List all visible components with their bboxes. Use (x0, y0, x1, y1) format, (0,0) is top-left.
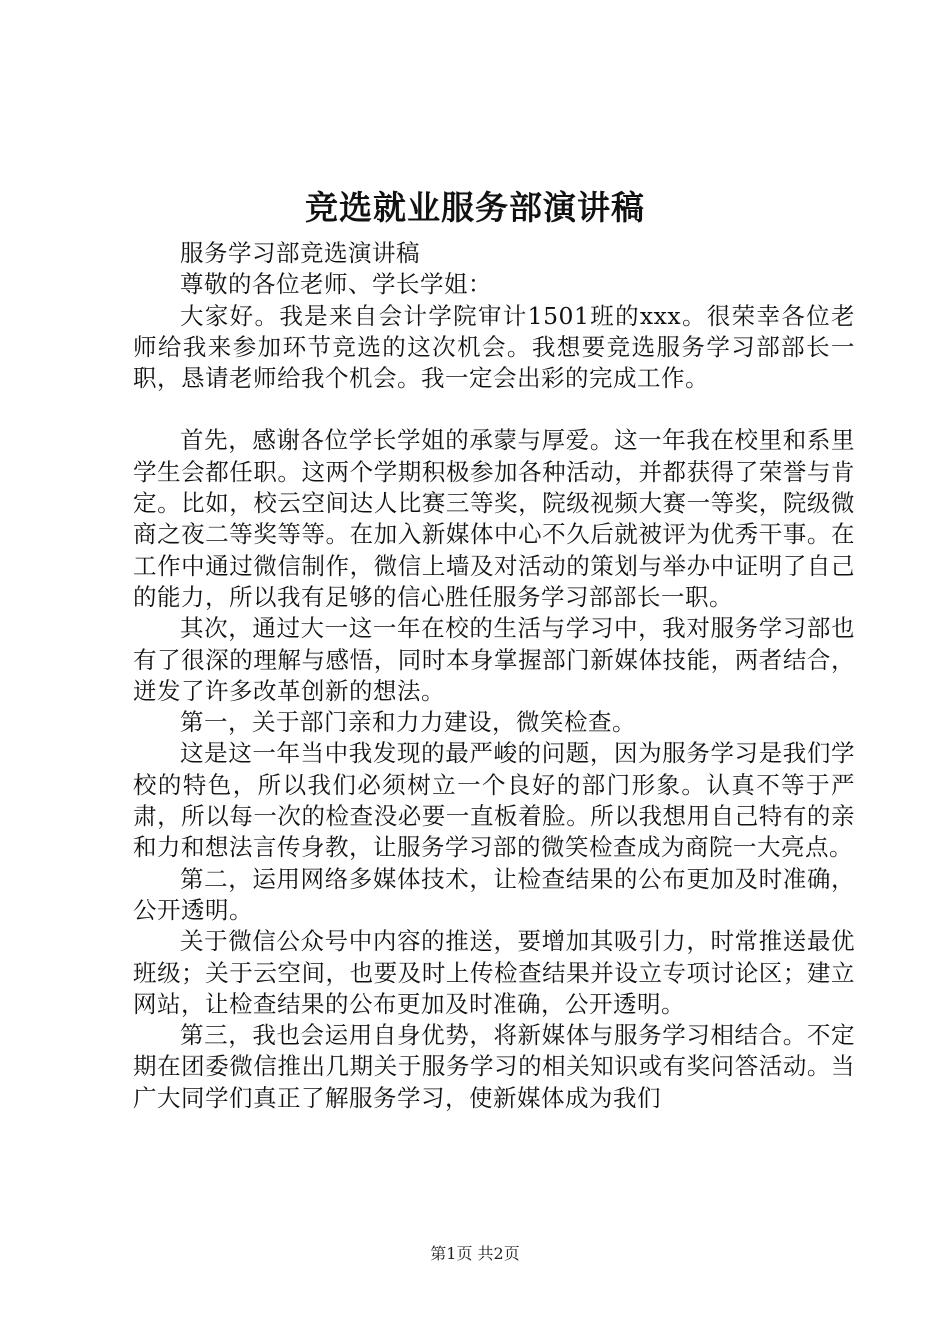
paragraph-salutation: 尊敬的各位老师、学长学姐： (180, 270, 492, 299)
document-title: 竞选就业服务部演讲稿 (305, 188, 645, 227)
paragraph-point-three: 第三，我也会运用自身优势，将新媒体与服务学习相结合。不定期在团委微信推出几期关于服务学习的相关知识或有奖问答活动。当广大同学们真正了解服务学习，使新媒体成为我们 (133, 1021, 855, 1112)
paragraph-introduction: 大家好。我是来自会计学院审计1501班的xxx。很荣幸各位老师给我来参加环节竞选的这次机会。我想要竞选服务学习部部长一职，恳请老师给我个机会。我一定会出彩的完成工作。 (133, 301, 855, 393)
page-number-footer: 第1页 共2页 (430, 1244, 520, 1263)
paragraph-second-reason: 其次，通过大一这一年在校的生活与学习中，我对服务学习部也有了很深的理解与感悟，同时本身掌握部门新媒体技能，两者结合，迸发了许多改革创新的想法。 (133, 614, 855, 705)
paragraph-point-two-detail: 关于微信公众号中内容的推送，要增加其吸引力，时常推送最优班级；关于云空间，也要及时上传检查结果并设立专项讨论区；建立网站，让检查结果的公布更加及时准确，公开透明。 (133, 927, 855, 1018)
paragraph-point-one-heading: 第一，关于部门亲和力力建设，微笑检查。 (180, 708, 636, 737)
paragraph-first-reason: 首先，感谢各位学长学姐的承蒙与厚爱。这一年我在校里和系里学生会都任职。这两个学期积极参加各种活动，并都获得了荣誉与肯定。比如，校云空间达人比赛三等奖，院级视频大赛一等奖，院级微商之夜二等奖等等。在加入新媒体中心不久后就被评为优秀干事。在工作中通过微信制作，微信上墙及对活动的策划与举办中证明了自己的能力，所以我有足够的信心胜任服务学习部部长一职。 (133, 426, 855, 611)
document-body (133, 238, 855, 1114)
paragraph-point-one-detail: 这是这一年当中我发现的最严峻的问题，因为服务学习是我们学校的特色，所以我们必须树立一个良好的部门形象。认真不等于严肃，所以每一次的检查没必要一直板着脸。所以我想用自己特有的亲和力和想法言传身教，让服务学习部的微笑检查成为商院一大亮点。 (133, 739, 855, 862)
paragraph-point-two-heading: 第二，运用网络多媒体技术，让检查结果的公布更加及时准确，公开透明。 (133, 864, 855, 924)
paragraph-subtitle: 服务学习部竞选演讲稿 (180, 239, 420, 267)
